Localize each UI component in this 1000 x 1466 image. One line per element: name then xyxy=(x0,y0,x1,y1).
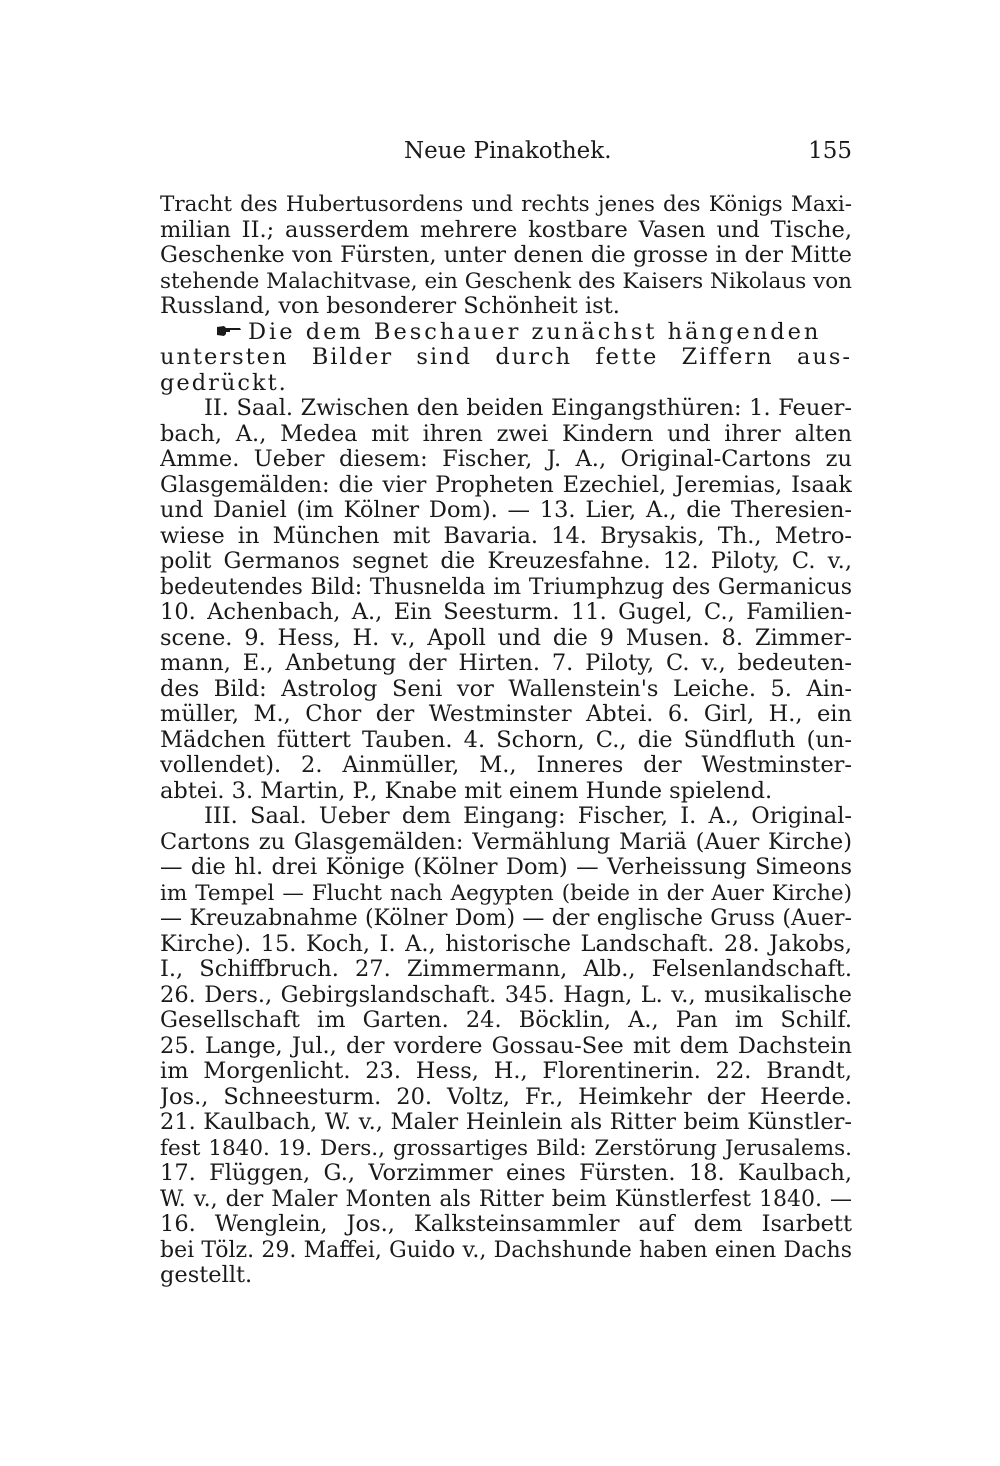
text-line: Geschenke von Fürsten, unter denen die grosse in der Mitte xyxy=(160,243,852,268)
text-line: 16. Wenglein, Jos., Kalksteinsammler auf dem Isarbett xyxy=(160,1212,852,1237)
text-line: Kirche). 15. Koch, I. A., historische Landschaft. 28. Jakobs, xyxy=(160,931,852,957)
text-line: 21. Kaulbach, W. v., Maler Heinlein als Ritter beim Künstler- xyxy=(160,1110,852,1135)
text-line: Cartons zu Glasgemälden: Vermählung Mariä (Auer Kirche) xyxy=(160,829,852,855)
text-line: gedrückt. xyxy=(160,370,288,396)
page-number: 155 xyxy=(808,138,852,164)
text-line: untersten Bilder sind durch fette Ziffern aus- xyxy=(160,345,852,370)
text-line: Amme. Ueber diesem: Fischer, J. A., Original-Cartons zu xyxy=(160,447,852,472)
text-line: — die hl. drei Könige (Kölner Dom) — Verheissung Simeons xyxy=(160,855,852,880)
text-line: 26. Ders., Gebirgslandschaft. 345. Hagn, L. v., musikalische xyxy=(160,982,852,1008)
text-line: 10. Achenbach, A., Ein Seesturm. 11. Gugel, C., Familien- xyxy=(160,600,852,625)
text-line: Gesellschaft im Garten. 24. Böcklin, A., Pan im Schilf. xyxy=(160,1008,852,1033)
notice-line xyxy=(160,320,852,346)
text-line: des Bild: Astrolog Seni vor Wallenstein's Leiche. 5. Ain- xyxy=(160,676,852,702)
running-head xyxy=(160,134,852,168)
text-line: polit Germanos segnet die Kreuzesfahne. 12. Piloty, C. v., xyxy=(160,549,852,574)
text-line: Jos., Schneesturm. 20. Voltz, Fr., Heimkehr der Heerde. xyxy=(160,1084,852,1110)
text-line: mann, E., Anbetung der Hirten. 7. Piloty, C. v., bedeuten- xyxy=(160,651,852,676)
text-line: abtei. 3. Martin, P., Knabe mit einem Hunde spielend. xyxy=(160,778,773,804)
text-line: stehende Malachitvase, ein Geschenk des Kaisers Nikolaus von xyxy=(160,268,852,294)
text-line: müller, M., Chor der Westminster Abtei. 6. Girl, H., ein xyxy=(160,702,852,727)
pointing-hand-icon xyxy=(216,324,242,338)
text-line: im Morgenlicht. 23. Hess, H., Florentinerin. 22. Brandt, xyxy=(160,1059,852,1084)
text-line: 25. Lange, Jul., der vordere Gossau-See mit dem Dachstein xyxy=(160,1033,852,1059)
text-line: I., Schiffbruch. 27. Zimmermann, Alb., Felsenlandschaft. xyxy=(160,957,852,982)
text-line: milian II.; ausserdem mehrere kostbare Vasen und Tische, xyxy=(160,217,852,243)
text-line: — Kreuzabnahme (Kölner Dom) — der englische Gruss (Auer- xyxy=(160,906,852,931)
notice-text: Die dem Beschauer zunächst hängenden xyxy=(248,319,822,345)
text-line: III. Saal. Ueber dem Eingang: Fischer, I. A., Original- xyxy=(204,804,852,829)
running-title: Neue Pinakothek. xyxy=(404,138,612,164)
text-line: bedeutendes Bild: Thusnelda im Triumphzug des Germanicus xyxy=(160,574,852,600)
text-line: II. Saal. Zwischen den beiden Eingangsthüren: 1. Feuer- xyxy=(204,396,852,421)
text-line: W. v., der Maler Monten als Ritter beim Künstlerfest 1840. — xyxy=(160,1186,852,1212)
text-line: und Daniel (im Kölner Dom). — 13. Lier, A., die Theresien- xyxy=(160,498,852,523)
text-line: Mädchen füttert Tauben. 4. Schorn, C., die Sündfluth (un- xyxy=(160,727,852,753)
body-text xyxy=(160,192,852,1289)
text-line: Tracht des Hubertusordens und rechts jenes des Königs Maxi- xyxy=(160,192,852,217)
text-line: Russland, von besonderer Schönheit ist. xyxy=(160,294,620,319)
text-line: bei Tölz. 29. Maffei, Guido v., Dachshunde haben einen Dachs xyxy=(160,1237,852,1263)
text-line: wiese in München mit Bavaria. 14. Brysakis, Th., Metro- xyxy=(160,523,852,549)
text-line: vollendet). 2. Ainmüller, M., Inneres der Westminster- xyxy=(160,753,852,778)
text-line: fest 1840. 19. Ders., grossartiges Bild: Zerstörung Jerusalems. xyxy=(160,1135,852,1161)
text-line: scene. 9. Hess, H. v., Apoll und die 9 Musen. 8. Zimmer- xyxy=(160,625,852,651)
text-line: im Tempel — Flucht nach Aegypten (beide in der Auer Kirche) xyxy=(160,880,852,906)
text-line: Glasgemälden: die vier Propheten Ezechiel, Jeremias, Isaak xyxy=(160,472,852,498)
text-line: 17. Flüggen, G., Vorzimmer eines Fürsten. 18. Kaulbach, xyxy=(160,1161,852,1186)
text-line: gestellt. xyxy=(160,1263,253,1288)
text-line: bach, A., Medea mit ihren zwei Kindern und ihrer alten xyxy=(160,421,852,447)
